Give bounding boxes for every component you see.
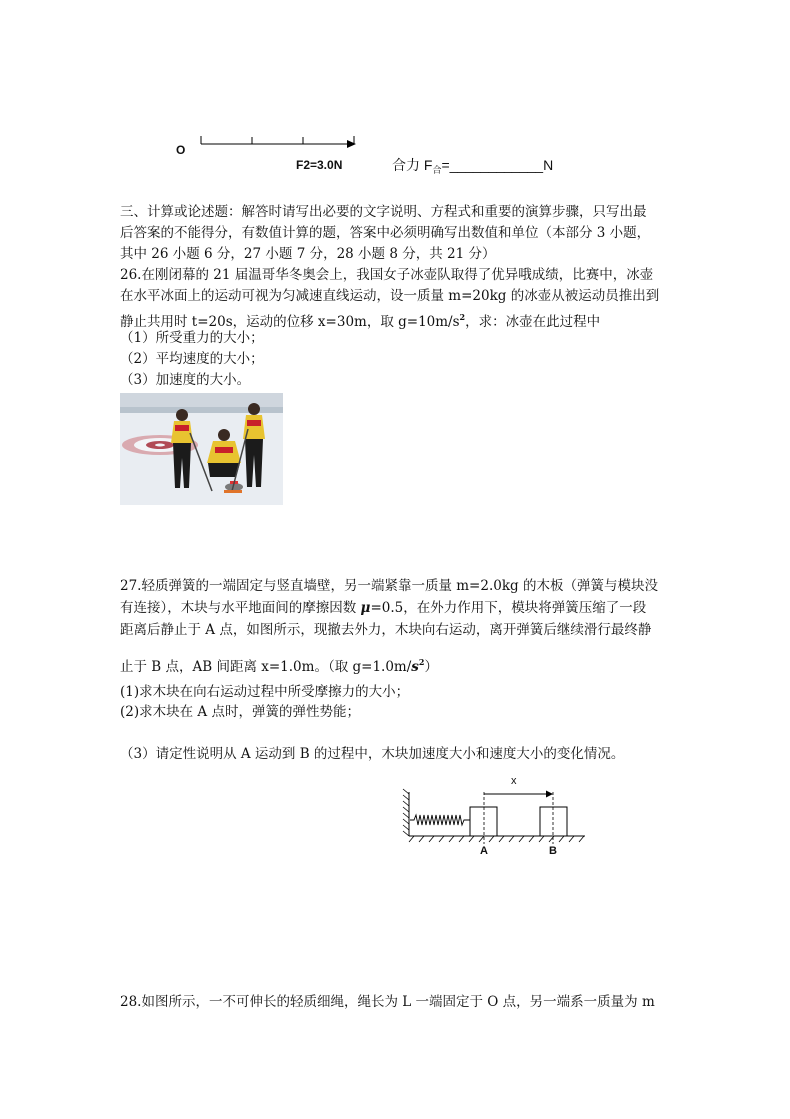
section3-line2: 后答案的不能得分，有数值计算的题，答案中必须明确写出数值和单位（本部分 3 小题，: [120, 225, 651, 241]
q26-item2: （2）平均速度的大小；: [120, 351, 264, 367]
point-b-label: B: [549, 845, 557, 857]
resultant-force-blank: 合力 $F_合=\_\_\_\_\_\_\_\_\_\_\_\_N$: [392, 157, 554, 175]
q27-line4: 止于 B 点，AB 间距离 x=1.0m。（取 $g=1.0m/s^2$）: [120, 657, 438, 675]
f2-label: F2=3.0N: [296, 158, 343, 172]
section3-line3: 其中 26 小题 6 分，27 小题 7 分，28 小题 8 分，共 21 分）: [120, 246, 496, 262]
spring-diagram-graphic: [400, 770, 600, 865]
origin-label: O: [176, 143, 186, 157]
q26-line2: 在水平冰面上的运动可视为匀减速直线运动，设一质量 m=20kg 的冰壶从被运动员推出到: [120, 288, 660, 304]
x-label: x: [511, 775, 517, 787]
q27-line3: 距离后静止于 A 点，如图所示，现撤去外力，木块向右运动，离开弹簧后继续滑行最终静: [120, 622, 652, 638]
section3-line1: 三、计算或论述题：解答时请写出必要的文字说明、方程式和重要的演算步骤，只写出最: [120, 204, 647, 220]
q26-item1: （1）所受重力的大小；: [120, 330, 264, 346]
q27-line2: 有连接），木块与水平地面间的摩擦因数 μ=0.5，在外力作用下，模块将弹簧压缩了一段: [120, 600, 647, 616]
point-a-label: A: [480, 845, 488, 857]
force-arrow: [198, 132, 358, 154]
force-diagram: [170, 128, 590, 178]
q27-item3: （3）请定性说明从 A 运动到 B 的过程中，木块加速度大小和速度大小的变化情况。: [120, 746, 625, 762]
q27-item2: (2)求木块在 A 点时，弹簧的弹性势能；: [120, 704, 360, 720]
q27-item1: (1)求木块在向右运动过程中所受摩擦力的大小；: [120, 684, 410, 700]
q28-line1: 28.如图所示，一不可伸长的轻质细绳，绳长为 L 一端固定于 O 点，另一端系一质量为 m: [120, 994, 655, 1010]
q26-item3: （3）加速度的大小。: [120, 372, 251, 388]
spring-block-diagram: [400, 770, 600, 865]
q26-line1: 26.在刚闭幕的 21 届温哥华冬奥会上，我国女子冰壶队取得了优异哦成绩，比赛中，冰壶: [120, 267, 654, 283]
q27-line1: 27.轻质弹簧的一端固定与竖直墙壁，另一端紧靠一质量 m=2.0kg 的木板（弹簧与模块没: [120, 578, 658, 594]
curling-photo: [120, 393, 283, 505]
q26-line3: 静止共用时 t=20s，运动的位移 x=30m，取 $g=10m/s^2$，求：冰壶在此过程中: [120, 312, 601, 330]
